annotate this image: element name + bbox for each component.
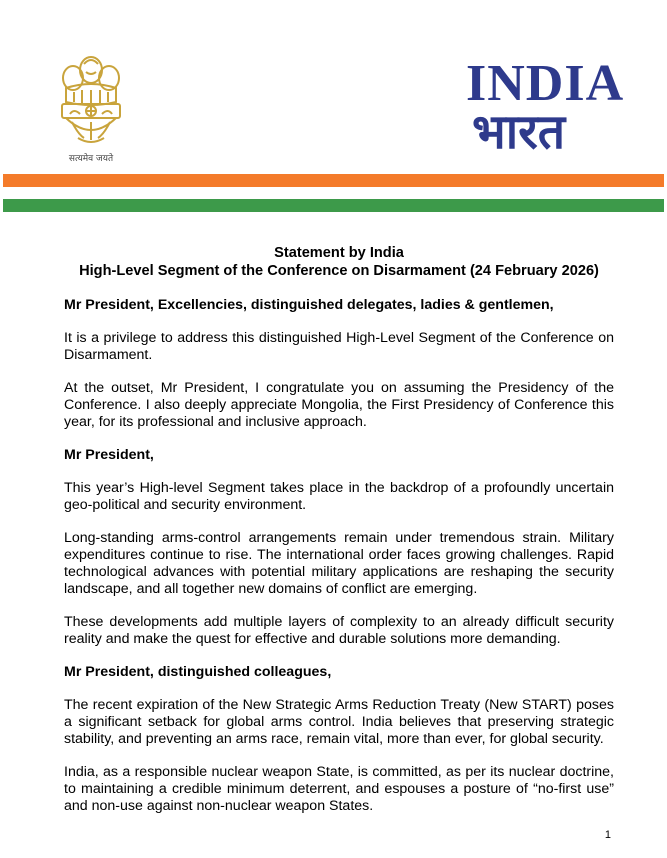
salutation-heading: Mr President, Excellencies, distinguished delegates, ladies & gentlemen, [64, 297, 554, 313]
paragraph-backdrop: This year’s High-level Segment takes place in the backdrop of a profoundly uncertain geo-political and security environment. [64, 480, 614, 513]
saffron-band [3, 174, 664, 187]
green-band [3, 199, 664, 212]
paragraph-privilege: It is a privilege to address this distinguished High-Level Segment of the Conference on Disarmament. [64, 330, 614, 363]
paragraph-complexity: These developments add multiple layers of complexity to an already difficult security reality and make the quest for effective and durable solutions more demanding. [64, 614, 614, 647]
heading-mr-president: Mr President, [64, 447, 154, 463]
page-number: 1 [604, 829, 611, 841]
statement-title [64, 244, 614, 280]
state-emblem [46, 48, 136, 168]
emblem-motto: सत्यमेव जयते [68, 154, 114, 164]
statement-body [64, 244, 614, 831]
india-logo-english: INDIA [466, 55, 625, 112]
paragraph-nuclear-doctrine: India, as a responsible nuclear weapon State, is committed, as per its nuclear doctrine, to maintaining a credible minimum deterrent, and espouses a posture of “no-first use” and non-use against non-nuclear weapon States. [64, 764, 614, 814]
title-line-1: Statement by India [274, 245, 404, 261]
ashoka-lion-capital-icon [56, 48, 126, 148]
paragraph-congratulations: At the outset, Mr President, I congratulate you on assuming the Presidency of the Conference. I also deeply appreciate Mongolia, the First Presidency of Conference this year, for its professional and inclusive approach. [64, 380, 614, 430]
india-logo-hindi: भारत [472, 104, 566, 160]
paragraph-arms-control-strain: Long-standing arms-control arrangements remain under tremendous strain. Military expenditures continue to rise. The international order faces growing challenges. Rapid technological advances with potential military applications are reshaping the security landscape, and all together new domains of conflict are emerging. [64, 530, 614, 597]
heading-distinguished-colleagues: Mr President, distinguished colleagues, [64, 664, 332, 680]
title-line-2: High-Level Segment of the Conference on Disarmament (24 February 2026) [79, 263, 599, 279]
paragraph-new-start: The recent expiration of the New Strategic Arms Reduction Treaty (New START) poses a significant setback for global arms control. India believes that preserving strategic stability, and preventing an arms race, remain vital, more than ever, for global security. [64, 697, 614, 747]
